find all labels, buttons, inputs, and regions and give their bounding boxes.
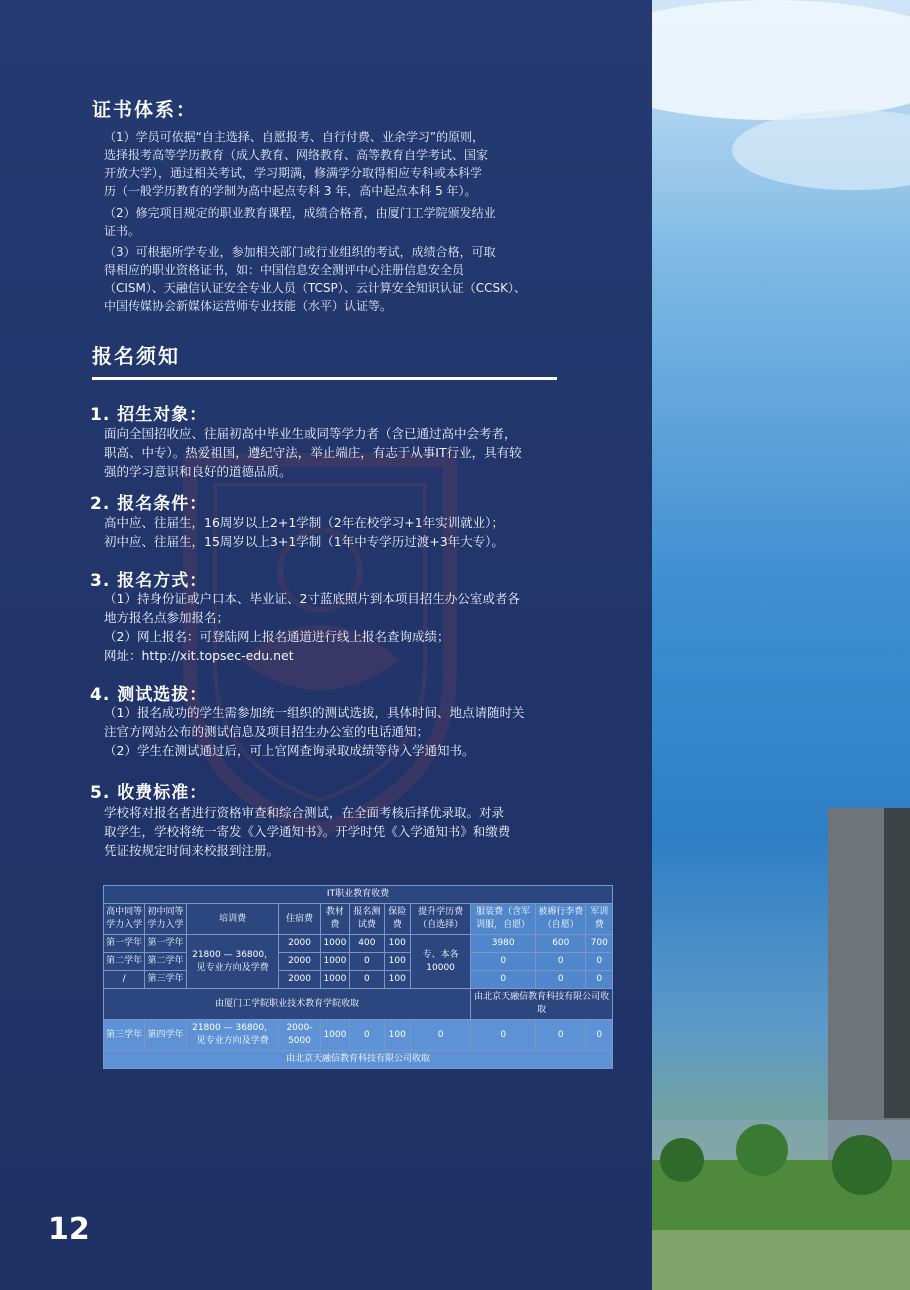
table-cell: 0 <box>410 1020 470 1051</box>
table-cell: 400 <box>350 935 384 953</box>
text-line: 选择报考高等学历教育（成人教育、网络教育、高等教育自学考试、国家 <box>104 148 489 162</box>
column-header: 初中同等学力入学 <box>145 904 186 935</box>
column-header: 被褥行李费（自愿） <box>536 904 586 935</box>
text-line: （1）报名成功的学生需参加统一组织的测试选拔，具体时间、地点请随时关 <box>104 705 525 720</box>
table-cell: 1000 <box>320 935 350 953</box>
item-title-fees: 5. 收费标准： <box>90 783 208 803</box>
table-caption-row <box>104 886 613 904</box>
page-number: 12 <box>48 1212 90 1247</box>
certificate-paragraph-1 <box>104 128 488 200</box>
column-header: 服装费（含军训服，自愿） <box>471 904 536 935</box>
item-body-conditions <box>104 513 504 551</box>
text-line: 学校将对报名者进行资格审查和综合测试，在全面考核后择优录取。对录 <box>104 805 505 820</box>
text-line: （1）学员可依据“自主选择、自愿报考、自行付费、业余学习”的原则， <box>104 130 485 144</box>
bottom-collector: 由北京天融信教育科技有限公司收取 <box>104 1051 613 1069</box>
column-header: 提升学历费（自选择） <box>410 904 470 935</box>
fee-table <box>103 885 613 1069</box>
table-cell: 0 <box>536 953 586 971</box>
text-line: （2）学生在测试通过后，可上官网查询录取成绩等待入学通知书。 <box>104 743 475 758</box>
table-cell: 第三学年 <box>104 1020 145 1051</box>
item-body-enrollment <box>104 424 522 481</box>
text-line: 初中应、往届生，15周岁以上3+1学制（1年中专学历过渡+3年大专）。 <box>104 534 504 549</box>
campus-building-image <box>652 0 910 1290</box>
table-cell: 0 <box>536 1020 586 1051</box>
column-header: 培训费 <box>186 904 279 935</box>
text-line: 证书。 <box>104 224 141 238</box>
text-line: （2）修完项目规定的职业教育课程，成绩合格者，由厦门工学院颁发结业 <box>104 206 496 220</box>
text-line: 中国传媒协会新媒体运营师专业技能（水平）认证等。 <box>104 299 393 313</box>
table-cell: 1000 <box>320 1020 350 1051</box>
table-cell: 2000-5000 <box>279 1020 320 1051</box>
column-header: 军训费 <box>586 904 613 935</box>
item-title-enrollment: 1. 招生对象： <box>90 405 208 425</box>
table-cell: 0 <box>586 1020 613 1051</box>
table-cell: 第一学年 <box>104 935 145 953</box>
column-header: 教材费 <box>320 904 350 935</box>
table-cell: 第四学年 <box>145 1020 186 1051</box>
text-line: （2）网上报名：可登陆网上报名通道进行线上报名查询成绩； <box>104 629 450 644</box>
collector-row <box>104 989 613 1020</box>
edu-fee-cell: 专、本各10000 <box>410 935 470 989</box>
column-header: 保险费 <box>384 904 410 935</box>
table-cell: 0 <box>350 953 384 971</box>
table-cell: 0 <box>471 953 536 971</box>
table-cell: 0 <box>471 1020 536 1051</box>
table-cell: 100 <box>384 1020 410 1051</box>
table-row <box>104 1020 613 1051</box>
collector-left: 由厦门工学院职业技术教育学院收取 <box>104 989 471 1020</box>
table-cell: 0 <box>350 1020 384 1051</box>
item-body-method <box>104 589 520 665</box>
bottom-collector-row <box>104 1051 613 1069</box>
campus-photo <box>652 0 910 1290</box>
table-cell: 第三学年 <box>145 971 186 989</box>
column-header: 高中同等学力入学 <box>104 904 145 935</box>
text-line: 历（一般学历教育的学制为高中起点专科 3 年，高中起点本科 5 年）。 <box>104 184 477 198</box>
table-cell: 100 <box>384 953 410 971</box>
column-header: 报名测试费 <box>350 904 384 935</box>
table-cell: 第二学年 <box>145 953 186 971</box>
item-title-selection: 4. 测试选拔： <box>90 685 208 705</box>
table-cell: 0 <box>586 953 613 971</box>
text-line: 凭证按规定时间来校报到注册。 <box>104 843 280 858</box>
table-cell: 2000 <box>279 953 320 971</box>
table-cell: 1000 <box>320 971 350 989</box>
text-line: 得相应的职业资格证书，如：中国信息安全测评中心注册信息安全员 <box>104 263 465 277</box>
column-header: 住宿费 <box>279 904 320 935</box>
collector-right: 由北京天融信教育科技有限公司收取 <box>471 989 613 1020</box>
table-cell: 100 <box>384 971 410 989</box>
table-cell: 2000 <box>279 935 320 953</box>
item-body-fees <box>104 803 510 860</box>
certificate-title: 证书体系： <box>92 99 198 121</box>
table-cell: / <box>104 971 145 989</box>
table-cell: 0 <box>350 971 384 989</box>
table-cell: 0 <box>586 971 613 989</box>
text-line: 职高、中专）。热爱祖国，遵纪守法，举止端庄，有志于从事IT行业，具有较 <box>104 445 522 460</box>
text-line: 强的学习意识和良好的道德品质。 <box>104 464 292 479</box>
table-cell: 3980 <box>471 935 536 953</box>
table-cell: 100 <box>384 935 410 953</box>
certificate-paragraph-3 <box>104 243 526 315</box>
table-row <box>104 971 613 989</box>
text-line: （1）持身份证或户口本、毕业证、2寸蓝底照片到本项目招生办公室或者各 <box>104 591 520 606</box>
table-row <box>104 953 613 971</box>
table-row <box>104 935 613 953</box>
table-cell: 第二学年 <box>104 953 145 971</box>
text-line: 地方报名点参加报名； <box>104 610 230 625</box>
table-caption: IT职业教育收费 <box>104 886 613 904</box>
certificate-paragraph-2 <box>104 204 496 240</box>
table-cell: 2000 <box>279 971 320 989</box>
website-link[interactable]: 网址：http://xit.topsec-edu.net <box>104 648 294 663</box>
item-body-selection <box>104 703 524 760</box>
registration-title: 报名须知 <box>92 344 180 368</box>
table-cell: 600 <box>536 935 586 953</box>
text-line: 开放大学），通过相关考试，学习期满，修满学分取得相应专科或本科学 <box>104 166 483 180</box>
table-cell: 0 <box>471 971 536 989</box>
table-cell: 21800 — 36800，见专业方向及学费 <box>186 1020 279 1051</box>
text-line: （3）可根据所学专业，参加相关部门或行业组织的考试，成绩合格，可取 <box>104 245 496 259</box>
item-title-conditions: 2. 报名条件： <box>90 494 208 514</box>
table-cell: 第一学年 <box>145 935 186 953</box>
training-fee-cell: 21800 — 36800，见专业方向及学费 <box>186 935 279 989</box>
table-header-row <box>104 904 613 935</box>
text-line: 高中应、往届生，16周岁以上2+1学制（2年在校学习+1年实训就业）； <box>104 515 504 530</box>
section-divider <box>92 377 557 380</box>
text-line: 取学生，学校将统一寄发《入学通知书》。开学时凭《入学通知书》和缴费 <box>104 824 511 839</box>
table-cell: 1000 <box>320 953 350 971</box>
table-cell: 700 <box>586 935 613 953</box>
text-line: 面向全国招收应、往届初高中毕业生或同等学力者（含已通过高中会考者， <box>104 426 517 441</box>
table-cell: 0 <box>536 971 586 989</box>
text-line: （CISM）、天融信认证安全专业人员（TCSP）、云计算安全知识认证（CCSK）、 <box>104 281 526 295</box>
text-line: 注官方网站公布的测试信息及项目招生办公室的电话通知； <box>104 724 430 739</box>
item-title-method: 3. 报名方式： <box>90 571 208 591</box>
